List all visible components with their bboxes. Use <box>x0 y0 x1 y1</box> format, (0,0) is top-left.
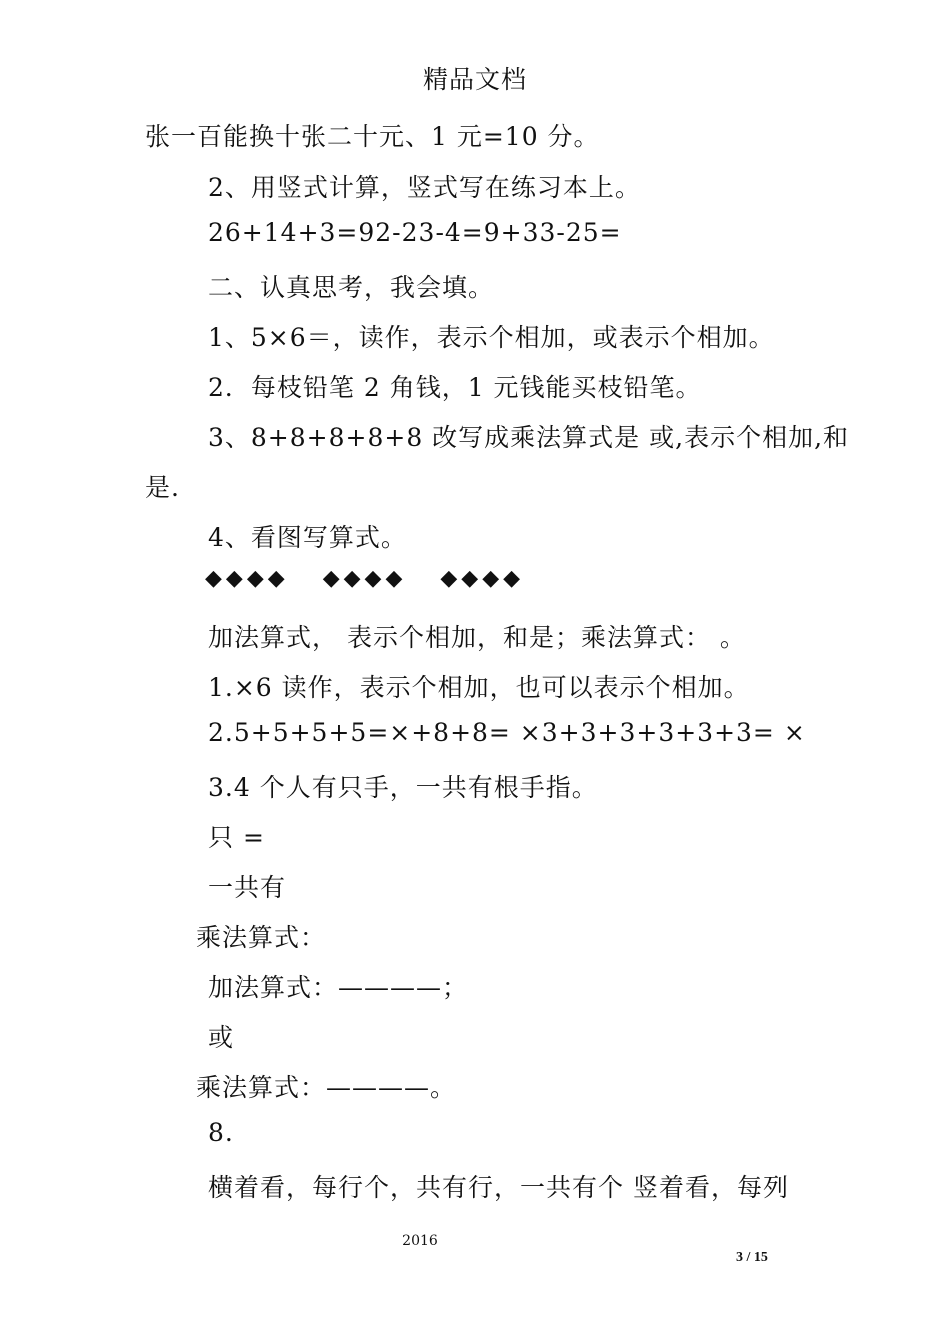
footer-year: 2016 <box>402 1233 438 1249</box>
text-line-3: 26+14+3=92-23-4=9+33-25= <box>208 218 622 247</box>
multiplication-label-1: 乘法算式： <box>196 923 327 952</box>
addition-prompt: 加法算式， 表示个相加，和是；乘法算式： 。 <box>208 623 746 652</box>
or-label: 或 <box>208 1023 235 1052</box>
question-2: 2．每枝铅笔 2 角钱，1 元钱能买枝铅笔。 <box>208 373 702 402</box>
diamond-group-3: ◆◆◆◆ <box>440 566 525 591</box>
question-8-number: 8. <box>208 1118 234 1147</box>
section-heading: 二、认真思考，我会填。 <box>208 273 495 302</box>
diamond-figure <box>205 566 558 591</box>
question-1: 1、5×6＝，读作，表示个相加，或表示个相加。 <box>208 323 775 352</box>
question-3: 3、8+8+8+8+8 改写成乘法算式是 或,表示个相加,和 <box>208 423 850 452</box>
blank-line-total: 一共有 <box>208 873 287 902</box>
exercise-2: 2.5+5+5+5=×+8+8= ×3+3+3+3+3+3= × <box>208 718 806 747</box>
blank-line-only: 只 = <box>208 823 265 852</box>
question-8-text: 横着看，每行个，共有行，一共有个 竖着看，每列 <box>208 1173 789 1202</box>
question-3-continued: 是. <box>145 473 180 502</box>
multiplication-label-2: 乘法算式：————。 <box>196 1073 457 1102</box>
text-line-2: 2、用竖式计算，竖式写在练习本上。 <box>208 173 641 202</box>
exercise-3: 3.4 个人有只手，一共有根手指。 <box>208 773 598 802</box>
page-header-title: 精品文档 <box>422 65 527 94</box>
text-line-1: 张一百能换十张二十元、1 元=10 分。 <box>145 122 600 151</box>
question-4: 4、看图写算式。 <box>208 523 407 552</box>
exercise-1: 1.×6 读作，表示个相加，也可以表示个相加。 <box>208 673 750 702</box>
page-number: 3 / 15 <box>736 1250 768 1265</box>
diamond-group-1: ◆◆◆◆ <box>205 566 289 591</box>
addition-label: 加法算式：————； <box>208 973 469 1002</box>
diamond-group-2: ◆◆◆◆ <box>322 566 407 591</box>
